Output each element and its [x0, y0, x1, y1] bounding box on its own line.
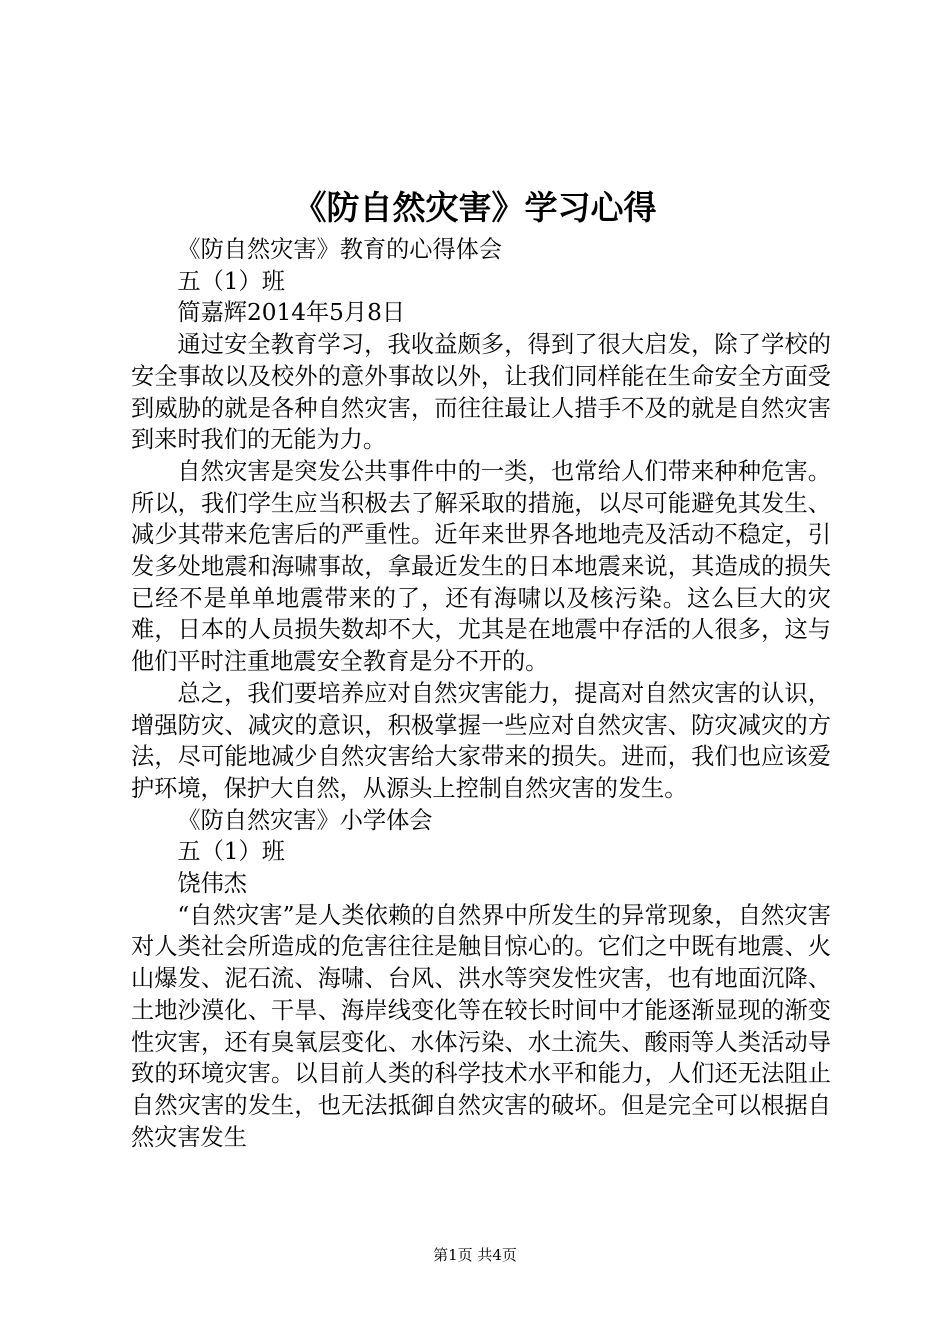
- paragraph-body-1: 通过安全教育学习，我收益颇多，得到了很大启发，除了学校的安全事故以及校外的意外事故以外，让我们同样能在生命安全方面受到威胁的就是各种自然灾害，而往往最让人措手不及的就是自然灾害到来时我们的无能为力。: [131, 331, 831, 454]
- paragraph-author-2: 饶伟杰: [177, 870, 247, 898]
- paragraph-class-1: 五（1）班: [177, 267, 285, 295]
- paragraph-body-2: 自然灾害是突发公共事件中的一类，也常给人们带来种种危害。所以，我们学生应当积极去了解采取的措施，以尽可能避免其发生、减少其带来危害后的严重性。近年来世界各地地壳及活动不稳定，引发多处地震和海啸事故，拿最近发生的日本地震来说，其造成的损失已经不是单单地震带来的了，还有海啸以及核污染。这么巨大的灾难，日本的人员损失数却不大，尤其是在地震中存活的人很多，这与他们平时注重地震安全教育是分不开的。: [131, 457, 831, 676]
- paragraph-author-date: 简嘉辉2014年5月8日: [177, 299, 406, 327]
- page-footer: 第1页 共4页: [433, 1246, 517, 1264]
- paragraph-class-2: 五（1）班: [177, 838, 285, 866]
- document-title: 《防自然灾害》学习心得: [293, 188, 657, 227]
- paragraph-subtitle-1: 《防自然灾害》教育的心得体会: [177, 236, 503, 263]
- paragraph-body-3: 总之，我们要培养应对自然灾害能力，提高对自然灾害的认识，增强防灾、减灾的意识，积极掌握一些应对自然灾害、防灾减灾的方法，尽可能地减少自然灾害给大家带来的损失。进而，我们也应该爱护环境，保护大自然，从源头上控制自然灾害的发生。: [131, 679, 831, 802]
- document-body: [131, 234, 831, 1153]
- paragraph-subtitle-2: 《防自然灾害》小学体会: [177, 806, 433, 834]
- paragraph-body-4: “自然灾害”是人类依赖的自然界中所发生的异常现象，自然灾害对人类社会所造成的危害往往是触目惊心的。它们之中既有地震、火山爆发、泥石流、海啸、台风、洪水等突发性灾害，也有地面沉降、土地沙漠化、干旱、海岸线变化等在较长时间中才能逐渐显现的渐变性灾害，还有臭氧层变化、水体污染、水土流失、酸雨等人类活动导致的环境灾害。以目前人类的科学技术水平和能力，人们还无法阻止自然灾害的发生，也无法抵御自然灾害的破坏。但是完全可以根据自然灾害发生: [131, 901, 831, 1151]
